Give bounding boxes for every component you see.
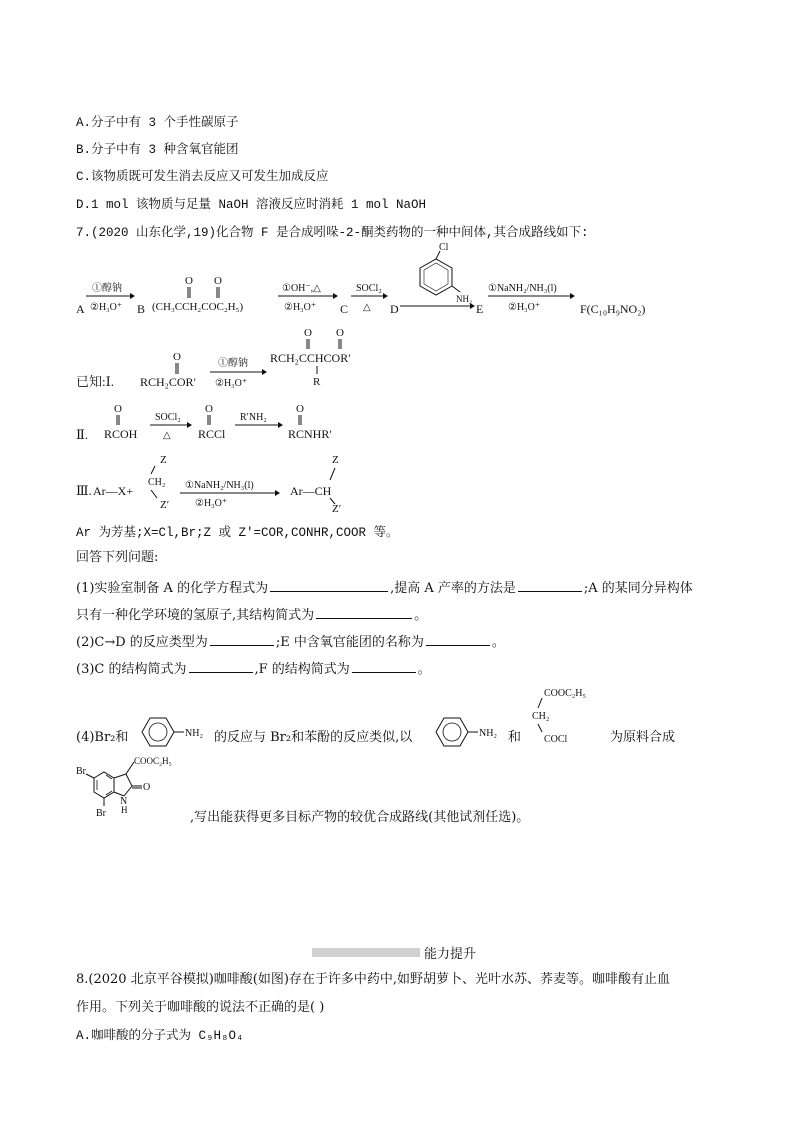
q2-b: ;E 中含氧官能团的名称为 xyxy=(275,635,424,650)
q3-a: (3)C 的结构简式为 xyxy=(76,662,187,677)
section-bar xyxy=(312,948,420,957)
k3-ch2: CH₂ xyxy=(148,477,166,488)
malonyl-ch2: CH₂ xyxy=(532,711,550,722)
q1-c: ;A 的某同分异构体 xyxy=(583,581,693,596)
blank-q3-c[interactable] xyxy=(189,659,253,673)
q4-a: (4)Br₂和 xyxy=(76,730,129,745)
target-br-1: Br xyxy=(76,766,86,777)
k1-r: R xyxy=(313,376,321,388)
route-f: F(C₁₀H₉NO₂) xyxy=(580,302,646,316)
target-o: O xyxy=(143,782,151,793)
k3-top: ①NaNH₂/NH₃(l) xyxy=(185,480,254,491)
k1-o2: O xyxy=(304,327,312,339)
answer-prompt: 回答下列问题: xyxy=(76,550,159,565)
target-structure xyxy=(74,754,194,824)
blank-q1-equation[interactable] xyxy=(270,578,388,592)
k1-o3: O xyxy=(336,327,344,339)
aniline-1-nh2: NH₂ xyxy=(185,728,203,739)
known-label-2: Ⅱ. xyxy=(76,427,89,442)
k3-z2: Z′ xyxy=(160,499,170,511)
blank-q2-type[interactable] xyxy=(210,632,274,646)
q8-stem-1: 8.(2020 北京平谷模拟)咖啡酸(如图)存在于许多中药中,如野胡萝卜、光叶水苏、荞麦等。咖啡酸有止血 xyxy=(76,972,671,987)
section-title: 能力提升 xyxy=(424,947,477,962)
k2-o1: O xyxy=(114,403,122,415)
q7-part1-line2 xyxy=(76,605,427,625)
route-r2-top: ①OH⁻,△ xyxy=(282,283,321,294)
route-r4-bot: ②H₃O⁺ xyxy=(508,302,541,313)
blank-q2-group[interactable] xyxy=(426,632,490,646)
known-reaction-3 xyxy=(0,450,794,516)
route-nh2: NH₂ xyxy=(456,294,473,304)
q3-b: ,F 的结构简式为 xyxy=(254,662,350,677)
malonyl-cooet: COOC₂H₅ xyxy=(544,688,586,699)
k3-prod: Ar—CH xyxy=(290,484,332,498)
k2-prod: RCNHR′ xyxy=(288,427,332,441)
route-d: D xyxy=(390,302,399,316)
k2-o3: O xyxy=(296,403,304,415)
k1-o: O xyxy=(173,351,181,363)
q2-end: 。 xyxy=(491,635,505,650)
route-c: C xyxy=(340,302,349,316)
route-o2: O xyxy=(214,275,222,287)
option-b: B.分子中有 3 种含氧官能团 xyxy=(76,143,239,157)
q4-d: 为原料合成 xyxy=(610,730,676,745)
blank-q3-f[interactable] xyxy=(352,659,416,673)
k2-left: RCOH xyxy=(104,427,138,441)
route-r1-top: ①醇钠 xyxy=(92,283,122,294)
aniline-structure-1 xyxy=(136,712,216,752)
q1-d: 只有一种化学环境的氢原子,其结构简式为 xyxy=(76,608,315,623)
malonyl-structure xyxy=(528,684,618,748)
q3-end: 。 xyxy=(417,662,431,677)
q4-c: 和 xyxy=(508,730,522,745)
q7-part3 xyxy=(76,659,431,679)
k3-prod-z: Z xyxy=(332,454,339,466)
route-r3-bot: △ xyxy=(363,302,371,313)
blank-q1-method[interactable] xyxy=(518,578,582,592)
k2-top1: SOCl₂ xyxy=(155,412,181,423)
known-reaction-1 xyxy=(0,322,794,392)
route-r2-bot: ②H₃O⁺ xyxy=(284,302,317,313)
route-b: B xyxy=(137,302,146,316)
route-mid: (CH₃CCH₂COC₂H₅) xyxy=(152,301,244,313)
route-e: E xyxy=(476,302,484,316)
target-br-2: Br xyxy=(96,808,106,819)
k1-bot: ②H₃O⁺ xyxy=(215,378,248,389)
k2-o2: O xyxy=(205,403,213,415)
target-cooet: COOC₂H₅ xyxy=(134,756,172,766)
synthesis-route xyxy=(0,240,794,320)
q4-b: 的反应与 Br₂和苯酚的反应类似,以 xyxy=(214,730,413,745)
k3-ar: Ar—X+ xyxy=(93,484,134,498)
route-cl: Cl xyxy=(439,242,449,253)
k2-bot1: △ xyxy=(163,430,171,441)
route-o1: O xyxy=(185,275,193,287)
q1-end: 。 xyxy=(414,608,428,623)
option-a: A.分子中有 3 个手性碳原子 xyxy=(76,116,239,130)
route-r1-bot: ②H₃O⁺ xyxy=(90,302,123,313)
route-a: A xyxy=(76,302,85,316)
blank-q1-isomer[interactable] xyxy=(316,605,412,619)
k3-bot: ②H₃O⁺ xyxy=(195,498,228,509)
q7-part1-line1 xyxy=(76,578,693,598)
k2-top2: R′NH₂ xyxy=(240,412,267,423)
aniline-2-nh2: NH₂ xyxy=(479,728,497,739)
k1-prod: RCH₂CCHCOR′ xyxy=(270,351,351,365)
option-d: D.1 mol 该物质与足量 NaOH 溶液反应时消耗 1 mol NaOH xyxy=(76,198,427,212)
k3-prod-z2: Z′ xyxy=(332,503,342,515)
k1-left: RCH₂COR′ xyxy=(140,375,197,389)
q7-note: Ar 为芳基;X=Cl,Br;Z 或 Z′=COR,CONHR,COOR 等。 xyxy=(76,526,399,540)
route-r3-top: SOCl₂ xyxy=(356,283,382,294)
k1-top: ①醇钠 xyxy=(218,358,248,369)
q1-b: ,提高 A 产率的方法是 xyxy=(390,581,516,596)
known-reaction-2 xyxy=(0,396,794,446)
known-label-3: Ⅲ. xyxy=(76,483,92,498)
k2-mid: RCCl xyxy=(198,427,226,441)
q7-stem: 7.(2020 山东化学,19)化合物 F 是合成吲哚-2-酮类药物的一种中间体,其合成路线如下: xyxy=(76,226,589,240)
route-r4-top: ①NaNH₂/NH₃(l) xyxy=(488,283,557,294)
q4-e: ,写出能获得更多目标产物的较优合成路线(其他试剂任选)。 xyxy=(190,810,530,825)
target-h: H xyxy=(121,805,128,815)
target-n: N xyxy=(120,796,128,807)
q1-a: (1)实验室制备 A 的化学方程式为 xyxy=(76,581,269,596)
k3-z: Z xyxy=(160,454,167,466)
q2-a: (2)C→D 的反应类型为 xyxy=(76,635,208,650)
malonyl-cocl: COCl xyxy=(544,734,568,745)
q8-option-a: A.咖啡酸的分子式为 C₉H₈O₄ xyxy=(76,1029,244,1043)
q8-stem-2: 作用。下列关于咖啡酸的说法不正确的是( ) xyxy=(76,1000,325,1015)
option-c: C.该物质既可发生消去反应又可发生加成反应 xyxy=(76,170,329,184)
q7-part2 xyxy=(76,632,505,652)
aniline-structure-2 xyxy=(430,712,510,752)
known-label-1: 已知:Ⅰ. xyxy=(76,374,114,389)
